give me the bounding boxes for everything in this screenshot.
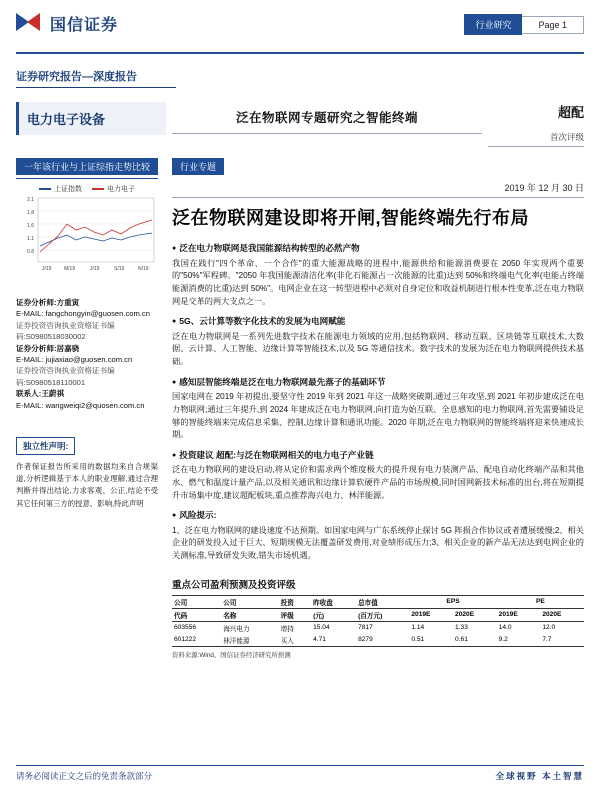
cell-pe-2019: 9.2 (497, 634, 541, 647)
analyst-email[interactable]: E-MAIL: fangchongyin@guosen.com.cn (16, 309, 150, 319)
cell-close: 4.71 (311, 634, 356, 647)
forecast-table (172, 595, 584, 647)
th-pe-2020: 2020E (540, 608, 584, 621)
legend-item-sector (92, 184, 135, 194)
cell-code: 603556 (174, 624, 197, 632)
bullet-body: 泛在电力物联网的建设启动,将从定价和需求两个维度极大的提升现有电力装测产品、配电自动化终端产品和其他水、燃气和温度计量产品,以及相关通讯和边缘计算软硬件产品的市场规模,同时国网新技术标准的出台,将在短期提升市场集中度,建议超配板块,重点推荐海兴电力、林洋能源。 (172, 465, 584, 500)
table-source: 资料来源:Wind、国信证券经济研究所预测 (172, 651, 291, 659)
cell-name: 海兴电力 (223, 625, 250, 633)
th-pe-2019: 2019E (497, 608, 541, 621)
svg-text:2.1: 2.1 (27, 197, 34, 203)
brand-logo (16, 10, 118, 36)
th-code: 公司 (172, 595, 221, 608)
rating-badge: 超配 (557, 105, 584, 120)
analyst-list (16, 297, 158, 411)
footer-slogan: 全球视野 本土智慧 (495, 771, 584, 781)
sector-col (16, 102, 166, 147)
th-mktcap-sub: (百万元) (356, 608, 409, 621)
cell-pe-2019: 14.0 (498, 624, 512, 632)
cell-rating: 买入 (279, 634, 312, 647)
right-column (166, 157, 584, 659)
analyst-name: 王蔚祺 (41, 389, 65, 399)
page-header (16, 10, 584, 50)
cell-pe-2020: 12.0 (542, 624, 556, 632)
report-type: 证券研究报告—深度报告 (16, 68, 176, 88)
logo-icon (16, 10, 42, 36)
cell-eps-2020: 0.61 (453, 634, 497, 647)
th-rating: 投资 (279, 595, 312, 608)
chart-svg (16, 194, 158, 282)
bullet-title: ● 风险提示: (172, 509, 584, 522)
cell-eps-2019: 0.51 (409, 634, 453, 647)
brand-name: 国信证券 (50, 16, 119, 34)
chart-tab-label: 一年该行业与上证综指走势比较 (16, 158, 158, 175)
bullet-body: 泛在电力物联网是一系列先进数字技术在能源电力领域的应用,包括物联网、移动互联、区块链等互联技术,大数据、云计算、人工智能、边缘计算等智能技术,以及 5G 等通信技术。数字技术的发展为泛在电力物联网提供技术基础。 (172, 331, 584, 367)
bullet-sections (172, 242, 584, 563)
th-eps: EPS (409, 595, 496, 608)
analyst-entry (16, 297, 158, 343)
bullet-title: ● 5G、云计算等数字化技术的发展为电网赋能 (172, 315, 584, 328)
svg-text:1.1: 1.1 (27, 236, 34, 242)
svg-text:J/19: J/19 (42, 266, 52, 272)
th-eps-2020: 2020E (453, 608, 497, 621)
th-pe: PE (497, 595, 584, 608)
trend-chart (16, 184, 158, 287)
body-columns (16, 157, 584, 659)
analyst-name: 方重寅 (56, 298, 80, 307)
th-eps-2019: 2019E (409, 608, 453, 621)
svg-text:J/19: J/19 (90, 266, 100, 272)
svg-text:M/19: M/19 (64, 266, 76, 272)
footer-disclaimer: 请务必阅读正文之后的免责条款部分 (16, 771, 153, 781)
cell-name: 林洋能源 (221, 634, 278, 647)
analyst-role: 证券分析师: (16, 298, 57, 307)
left-column (16, 157, 166, 659)
report-date: 2019 年 12 月 30 日 (172, 181, 584, 198)
independence-statement-tab: 独立性声明: (16, 437, 75, 455)
th-code-sub: 代码 (172, 608, 221, 621)
chart-legend (16, 184, 158, 194)
sector-name: 电力电子设备 (16, 102, 166, 135)
analyst-entry (16, 388, 158, 411)
page-number: Page 1 (522, 16, 584, 34)
title-row (16, 102, 584, 147)
bullet-body: 国家电网在 2019 年初提出,要坚守性 2019 年到 2021 年这一战略突破期,通过三年攻坚,到 2021 年初步建成泛在电力物联网;通过三年提升,到 2024 年建成泛在电力物联网,向打造为始互联、全息感知的电力物联网,首先需要铺设足够的智能终端来完成信息采集、控制,边缘计算和通讯功能。2020 年期,泛在电力物联网的智能终端将迎来快速成长期。 (172, 392, 584, 440)
bullet-body: 1、泛在电力物联网的建设速度不达预期。如国家电网与广东系统停止探讨 5G 阵损合作协议或者遭展缓慢;2、相关企业的研发投入过于巨大、短期规模无法覆盖研发费用,对业绩形成压力;3、相关企业的新产品无法达到电网企业的关测标准,导致研发失败,错失市场机遇。 (172, 525, 584, 561)
table-row (172, 634, 584, 647)
industry-tag: 行业研究 (464, 14, 522, 35)
bullet-title: ● 投资建议 超配:与泛在物联网相关的电力电子产业链 (172, 449, 584, 462)
cell-pe-2020: 7.7 (540, 634, 584, 647)
cell-close: 15.04 (313, 624, 330, 632)
table-title: 重点公司盈利预测及投资评级 (172, 579, 296, 591)
header-badges (464, 14, 584, 35)
header-divider (16, 52, 584, 54)
th-close-sub: (元) (311, 608, 356, 621)
th-mktcap: 总市值 (356, 595, 409, 608)
cell-mktcap: 7817 (358, 624, 373, 632)
bullet-body: 我国在践行"四个革命、一个合作"的重大能源战略的进程中,能源供给和能源消费要在 2050 年实现两个重要的"50%"军程碑。"2050 年我国能源清洁化率(非化石能源占一次能源的比重)达到 50%和终端电气化率(电能占终端能源消费的比重)达到 50%"。电网企业在这一转型进程中必须对自身定位和收益机制进行根本性变革,泛在电力物联网是交革的两大支点之一。 (172, 258, 584, 306)
bullet-title: ● 感知层智能终端是泛在电力物联网最先落子的基础环节 (172, 376, 584, 389)
analyst-role: 证券分析师: (16, 343, 57, 353)
th-name: 公司 (221, 595, 278, 608)
page-title: 泛在物联网专题研究之智能终端 (172, 102, 482, 134)
svg-text:0.8: 0.8 (27, 249, 34, 255)
analyst-license: 证券投资咨询执业资格证书编码:S0980518110001 (16, 366, 115, 387)
independence-statement-text: 作者保证报告所采用的数据均来自合规渠道,分析逻辑基于本人的职业理解,通过合理判断并得出结论,力求客观、公正,结论不受其它任何第三方的授意、影响,特此声明 (16, 461, 158, 508)
footer-divider (16, 765, 584, 766)
section-tab-row (172, 157, 584, 175)
cell-rating: 增持 (280, 625, 294, 633)
table-header-row-1 (172, 595, 584, 608)
analyst-email[interactable]: E-MAIL: jujiaxiao@guosen.com.cn (16, 354, 133, 364)
bullet-title: ● 泛在电力物联网是我国能源结构转型的必然产物 (172, 242, 584, 255)
chart-header (16, 157, 158, 179)
table-header-row-2 (172, 608, 584, 621)
section-tab: 行业专题 (172, 158, 224, 175)
svg-text:1.8: 1.8 (27, 210, 34, 216)
page-footer (16, 765, 584, 782)
cell-mktcap: 8279 (356, 634, 409, 647)
legend-label-sector: 电力电子 (107, 186, 135, 193)
analyst-entry (16, 343, 158, 389)
svg-text:N/19: N/19 (138, 266, 149, 272)
analyst-license: 证券投资咨询执业资格证书编码:S0980518030002 (16, 320, 115, 342)
analyst-name: 居嘉骁 (56, 343, 80, 353)
legend-item-index (39, 184, 82, 194)
svg-text:S/19: S/19 (114, 266, 125, 272)
svg-text:1.6: 1.6 (27, 223, 34, 229)
th-name-sub: 名称 (221, 608, 278, 621)
analyst-email[interactable]: E-MAIL: wangweiqi2@quosen.com.cn (16, 400, 145, 410)
rating-subtitle: 首次评级 (488, 131, 584, 147)
cell-code: 601222 (172, 634, 221, 647)
th-close: 昨收盘 (311, 595, 356, 608)
legend-label-index: 上证指数 (54, 186, 82, 193)
th-rating-sub: 评级 (279, 608, 312, 621)
cell-eps-2019: 1.14 (411, 624, 425, 632)
table-row (172, 621, 584, 634)
analyst-role: 联系人: (16, 389, 42, 399)
report-headline: 泛在物联网建设即将开闸,智能终端先行布局 (172, 208, 529, 228)
cell-eps-2020: 1.33 (455, 624, 468, 632)
rating-col (488, 102, 584, 147)
doc-title-col (166, 102, 488, 147)
